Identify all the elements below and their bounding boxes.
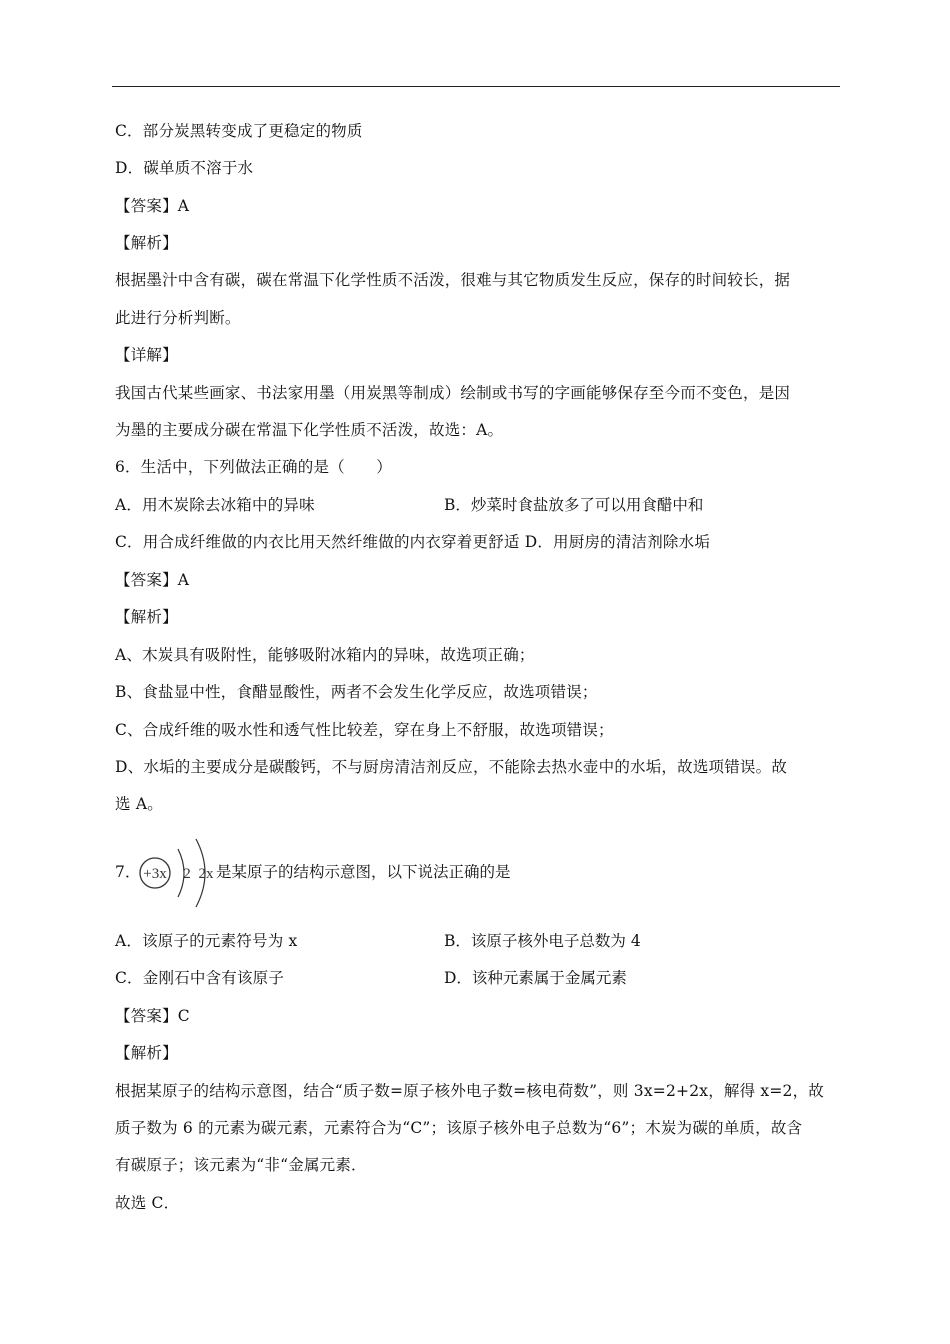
answer-label-q7: 【答案】C xyxy=(115,1007,190,1025)
shell-2-electrons: 2x xyxy=(198,866,214,882)
shell-1-electrons: 2 xyxy=(183,866,191,882)
header-rule xyxy=(112,86,840,87)
question-7-number: 7． xyxy=(115,863,141,881)
answer-label-q5: 【答案】A xyxy=(115,197,190,215)
analysis-heading-q5: 【解析】 xyxy=(115,234,178,252)
option-cd-q6: C．用合成纤维做的内衣比用天然纤维做的内衣穿着更舒适 D．用厨房的清洁剂除水垢 xyxy=(115,533,711,551)
option-b-q6: B．炒菜时食盐放多了可以用食醋中和 xyxy=(444,496,704,514)
nucleus-charge: +3x xyxy=(143,866,167,882)
option-b-q7: B．该原子核外电子总数为 4 xyxy=(444,932,641,950)
option-a-q6: A．用木炭除去冰箱中的异味 xyxy=(115,496,315,514)
detail-heading-q5: 【详解】 xyxy=(115,346,178,364)
analysis-text-q7-line3: 有碳原子；该元素为“非“金属元素． xyxy=(115,1156,367,1174)
analysis-heading-q6: 【解析】 xyxy=(115,608,178,626)
analysis-text-q7-line2: 质子数为 6 的元素为碳元素，元素符合为“C”；该原子核外电子总数为“6”；木炭为碳的单质，故含 xyxy=(115,1119,803,1137)
option-c-q5: C．部分炭黑转变成了更稳定的物质 xyxy=(115,122,363,140)
option-d-q7: D．该种元素属于金属元素 xyxy=(444,969,627,987)
analysis-b-q6: B、食盐显中性，食醋显酸性，两者不会发生化学反应，故选项错误； xyxy=(115,683,598,701)
analysis-heading-q7: 【解析】 xyxy=(115,1044,178,1062)
analysis-text-q7-line1: 根据某原子的结构示意图，结合“质子数=原子核外电子数=核电荷数”，则 3x=2+2x，解得 x=2，故 xyxy=(115,1082,825,1100)
conclusion-q7: 故选 C． xyxy=(115,1194,180,1212)
detail-text-q5-line2: 为墨的主要成分碳在常温下化学性质不活泼，故选：A。 xyxy=(115,421,504,439)
atom-structure-diagram xyxy=(138,835,218,911)
detail-text-q5-line1: 我国古代某些画家、书法家用墨（用炭黑等制成）绘制或书写的字画能够保存至今而不变色，是因 xyxy=(115,384,791,402)
analysis-a-q6: A、木炭具有吸附性，能够吸附冰箱内的异味，故选项正确； xyxy=(115,646,535,664)
analysis-text-q5-line2: 此进行分析判断。 xyxy=(115,309,241,327)
option-d-q5: D．碳单质不溶于水 xyxy=(115,159,254,177)
analysis-d-q6-line1: D、水垢的主要成分是碳酸钙，不与厨房清洁剂反应，不能除去热水壶中的水垢，故选项错误。故 xyxy=(115,758,788,776)
option-c-q7: C．金刚石中含有该原子 xyxy=(115,969,285,987)
analysis-c-q6: C、合成纤维的吸水性和透气性比较差，穿在身上不舒服，故选项错误； xyxy=(115,721,614,739)
analysis-d-q6-line2: 选 A。 xyxy=(115,795,163,813)
question-6-stem: 6．生活中，下列做法正确的是（ ） xyxy=(115,458,392,476)
answer-label-q6: 【答案】A xyxy=(115,571,190,589)
question-7-stem: 是某原子的结构示意图，以下说法正确的是 xyxy=(216,863,511,881)
analysis-text-q5-line1: 根据墨汁中含有碳，碳在常温下化学性质不活泼，很难与其它物质发生反应，保存的时间较长，据 xyxy=(115,271,791,289)
option-a-q7: A．该原子的元素符号为 x xyxy=(115,932,298,950)
